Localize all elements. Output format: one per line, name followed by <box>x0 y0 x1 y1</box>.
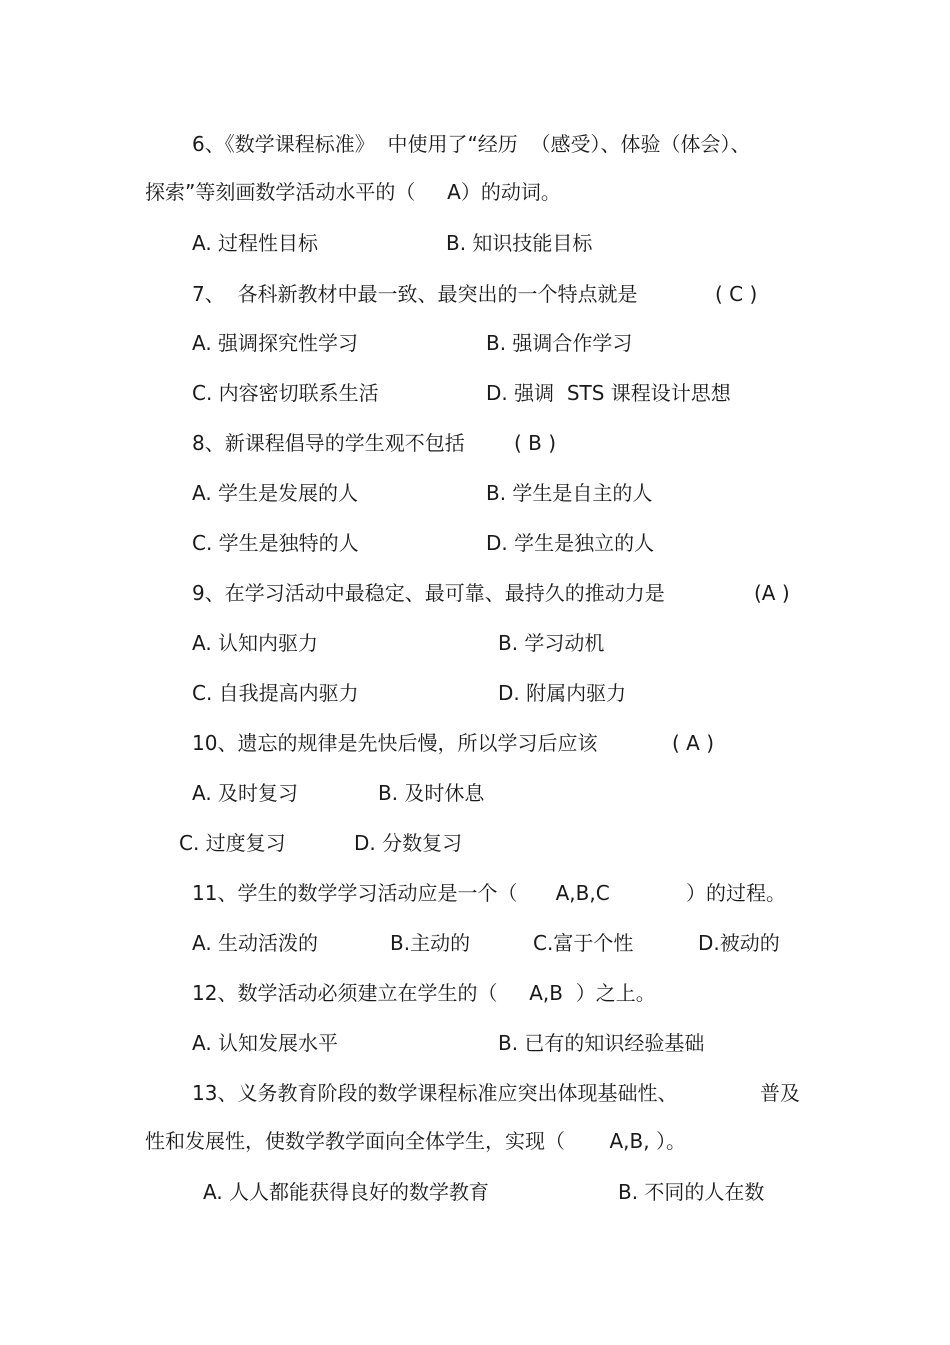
q11-stem: 11、学生的数学学习活动应是一个（ A,B,C ）的过程。 <box>192 881 786 905</box>
q8-answer: ( B ) <box>514 431 557 455</box>
q10-option-d: D. 分数复习 <box>354 831 463 855</box>
q8-option-c: C. 学生是独特的人 <box>192 531 359 555</box>
q8-option-b: B. 学生是自主的人 <box>486 481 653 505</box>
q9-option-a: A. 认知内驱力 <box>192 631 319 655</box>
q6-stem-line2: 探索”等刻画数学活动水平的（ A）的动词。 <box>145 180 561 204</box>
q13-stem-line1: 13、义务教育阶段的数学课程标准应突出体现基础性、 <box>192 1081 678 1105</box>
q11-option-d: D.被动的 <box>698 931 780 955</box>
q7-option-d: D. 强调 STS 课程设计思想 <box>486 381 731 405</box>
q7-option-c: C. 内容密切联系生活 <box>192 381 379 405</box>
q13-option-a: A. 人人都能获得良好的数学教育 <box>203 1180 490 1204</box>
q8-option-d: D. 学生是独立的人 <box>486 531 655 555</box>
q13-stem-line2: 性和发展性，使数学教学面向全体学生，实现（ A,B, ）。 <box>145 1129 686 1153</box>
q12-option-b: B. 已有的知识经验基础 <box>498 1031 705 1055</box>
q10-answer: ( A ) <box>672 731 715 755</box>
q6-option-b: B. 知识技能目标 <box>446 231 593 255</box>
q9-option-c: C. 自我提高内驱力 <box>192 681 359 705</box>
q13-stem-line1-tail: 普及 <box>760 1081 800 1105</box>
q7-option-a: A. 强调探究性学习 <box>192 331 359 355</box>
q7-option-b: B. 强调合作学习 <box>486 331 633 355</box>
q10-option-b: B. 及时休息 <box>378 781 485 805</box>
q12-option-a: A. 认知发展水平 <box>192 1031 339 1055</box>
q10-option-a: A. 及时复习 <box>192 781 299 805</box>
q8-stem: 8、新课程倡导的学生观不包括 <box>192 431 465 455</box>
q13-option-b: B. 不同的人在数 <box>618 1180 765 1204</box>
q10-option-c: C. 过度复习 <box>179 831 286 855</box>
q7-answer: ( C ) <box>715 282 758 306</box>
q6-option-a: A. 过程性目标 <box>192 231 319 255</box>
q6-stem-line1: 6、《数学课程标准》 中使用了“经历 （感受）、体验（体会）、 <box>192 132 751 156</box>
q10-stem: 10、遗忘的规律是先快后慢，所以学习后应该 <box>192 731 598 755</box>
q9-option-b: B. 学习动机 <box>498 631 605 655</box>
q9-answer: (A ) <box>754 581 790 605</box>
q7-stem: 7、 各科新教材中最一致、最突出的一个特点就是 <box>192 282 638 306</box>
q11-option-c: C.富于个性 <box>533 931 634 955</box>
q9-stem: 9、在学习活动中最稳定、最可靠、最持久的推动力是 <box>192 581 665 605</box>
q9-option-d: D. 附属内驱力 <box>498 681 627 705</box>
q11-option-b: B.主动的 <box>390 931 471 955</box>
q12-stem: 12、数学活动必须建立在学生的（ A,B ）之上。 <box>192 981 656 1005</box>
q11-option-a: A. 生动活泼的 <box>192 931 319 955</box>
q8-option-a: A. 学生是发展的人 <box>192 481 359 505</box>
